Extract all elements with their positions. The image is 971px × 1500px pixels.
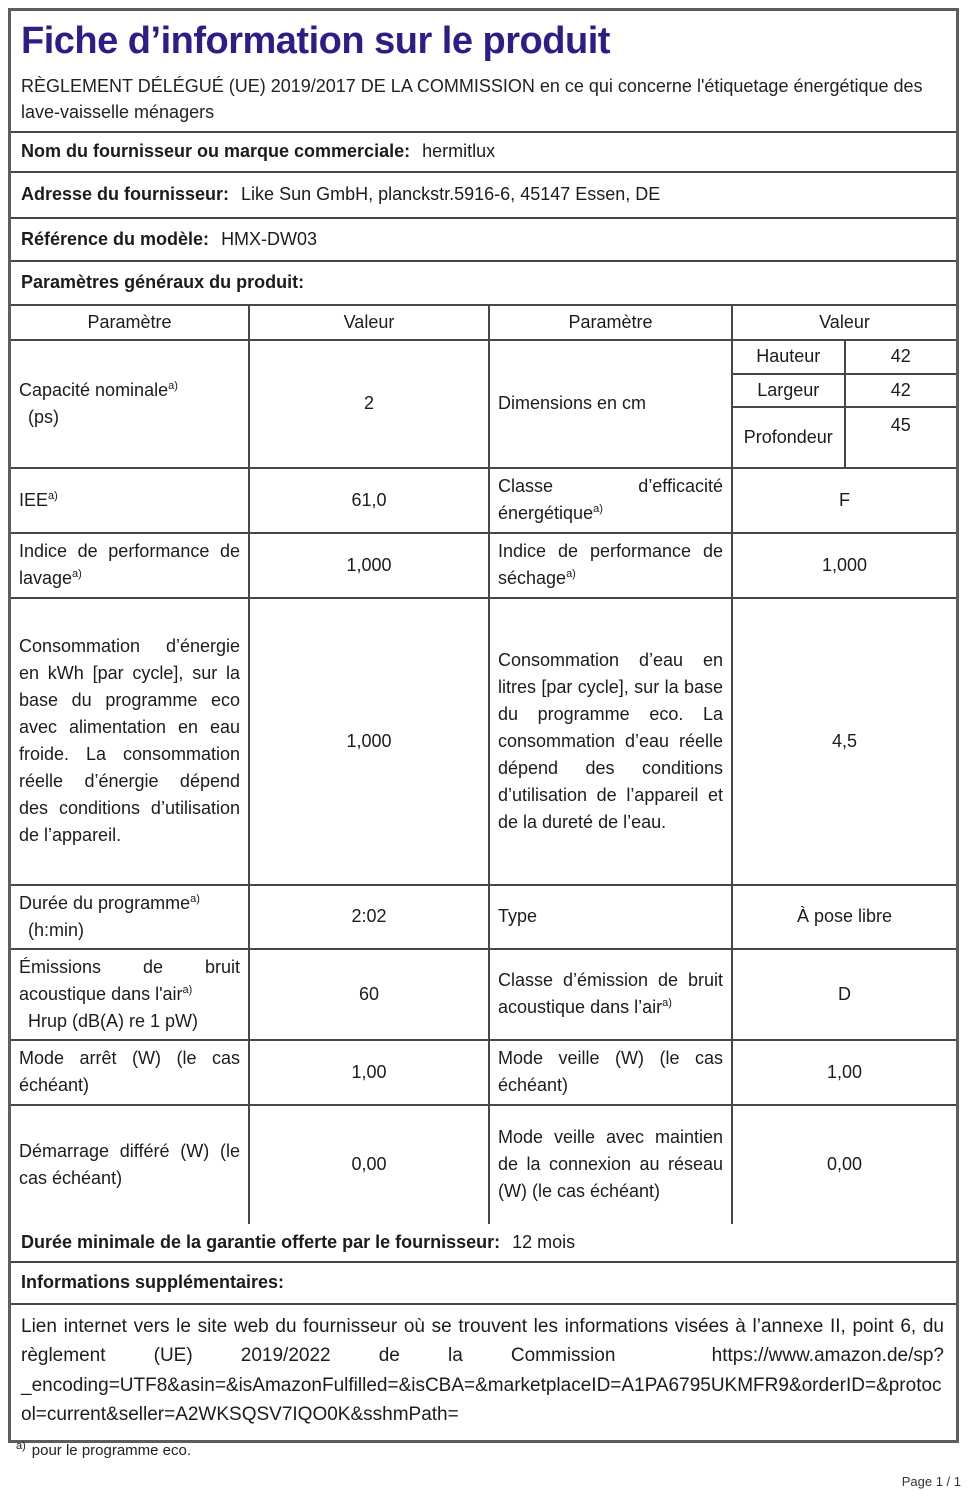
param-label-cell <box>11 1040 249 1105</box>
column-header-valeur-1: Valeur <box>249 306 489 340</box>
param-value-cell: D <box>732 949 956 1040</box>
footnote-marker: a) <box>16 1440 26 1452</box>
column-header-parametre-2: Paramètre <box>489 306 732 340</box>
dimension-row <box>733 407 956 467</box>
model-reference-label: Référence du modèle: <box>21 228 210 249</box>
footnote-ref: a) <box>72 568 82 581</box>
param-label-cell <box>11 1105 249 1224</box>
param-label-cell <box>489 340 732 468</box>
row-iee-energy-class <box>11 468 956 533</box>
param-label-cell <box>489 949 732 1040</box>
dimension-label: Largeur <box>733 374 845 407</box>
param-label: Indice de performance de lavage <box>19 541 240 589</box>
supplier-address-label: Adresse du fournisseur: <box>21 184 230 205</box>
param-label: Durée du programme <box>19 892 191 913</box>
param-label-cell <box>489 468 732 533</box>
param-label-cell <box>11 468 249 533</box>
page-title: Fiche d’information sur le produit <box>21 20 610 62</box>
param-value-cell: 1,000 <box>249 598 489 885</box>
param-label: Dimensions en cm <box>498 393 647 414</box>
param-value-cell: 1,00 <box>249 1040 489 1105</box>
title-block <box>11 11 956 133</box>
param-value-cell: 60 <box>249 949 489 1040</box>
param-label-cell <box>11 885 249 949</box>
param-label-cell <box>11 949 249 1040</box>
param-value-cell: 0,00 <box>249 1105 489 1224</box>
model-reference-row <box>11 219 956 262</box>
param-value-cell: 1,00 <box>732 1040 956 1105</box>
supplier-name-row <box>11 133 956 173</box>
param-label: Mode veille avec maintien de la connexion au réseau (W) (le cas échéant) <box>498 1127 723 1202</box>
param-label: Indice de performance de séchage <box>498 541 723 589</box>
param-label: Classe d’efficacité énergétique <box>498 476 723 524</box>
param-label: Capacité nominale <box>19 379 169 400</box>
param-label: Classe d’émission de bruit acoustique dans l’air <box>498 970 723 1018</box>
dimension-row <box>733 374 956 407</box>
page-number: Page 1 / 1 <box>901 1474 961 1489</box>
dimensions-cell <box>732 340 956 468</box>
dimension-value: 42 <box>845 341 957 374</box>
regulation-subtitle: RÈGLEMENT DÉLÉGUÉ (UE) 2019/2017 DE LA COMMISSION en ce qui concerne l'étiquetage énergétique des lave-vaisselle ménagers <box>21 75 923 122</box>
param-value-cell: 0,00 <box>732 1105 956 1224</box>
general-parameters-header: Paramètres généraux du produit: <box>11 262 956 306</box>
row-duration-type <box>11 885 956 949</box>
param-label: Démarrage différé (W) (le cas échéant) <box>19 1140 240 1188</box>
param-value-cell: F <box>732 468 956 533</box>
row-performance-index <box>11 533 956 598</box>
supplier-name-label: Nom du fournisseur ou marque commerciale: <box>21 141 411 162</box>
row-off-standby-mode <box>11 1040 956 1105</box>
row-delayed-start-network <box>11 1105 956 1224</box>
additional-information-header: Informations supplémentaires: <box>11 1263 956 1305</box>
footnote-ref: a) <box>662 997 672 1010</box>
supplier-website-text: Lien internet vers le site web du fournisseur où se trouvent les informations visées à l’annexe II, point 6, du règlement (UE) 2019/2022 de la Commission https://www.amazon.de/sp?_encoding=UTF8&asin=&isAmazonFulfilled=&isCBA=&marketplaceID=A1PA6795UKMFR9&orderID=&protocol=current&seller=A2WKSQSV7IQO0K&sshmPath= <box>21 1315 950 1426</box>
supplier-address-value: Like Sun GmbH, planckstr.5916-6, 45147 Essen, DE <box>241 184 661 205</box>
param-label: IEE <box>19 489 49 510</box>
footnote-ref: a) <box>182 983 193 996</box>
param-value-cell: 61,0 <box>249 468 489 533</box>
warranty-row <box>11 1224 956 1263</box>
column-header-parametre-1: Paramètre <box>11 306 249 340</box>
param-label: Type <box>498 906 538 927</box>
footnote-ref: a) <box>48 489 58 502</box>
footnote <box>16 1440 191 1463</box>
document-frame <box>8 8 959 1443</box>
param-value-cell: 2 <box>249 340 489 468</box>
param-label-cell <box>11 533 249 598</box>
dimension-value: 45 <box>845 407 957 467</box>
row-noise <box>11 949 956 1040</box>
param-value-cell: 1,000 <box>249 533 489 598</box>
table-header-row <box>11 306 956 340</box>
footnote-ref: a) <box>566 568 576 581</box>
param-label-line2: (ps) <box>28 406 59 427</box>
column-header-valeur-2: Valeur <box>732 306 956 340</box>
param-label-cell <box>489 1040 732 1105</box>
param-label-line2: (h:min) <box>28 919 85 940</box>
param-label: Consommation d’énergie en kWh [par cycle], sur la base du programme eco avec alimentation en eau froide. La consommation réelle d’énergie dépend des conditions d’utilisation de l’appareil. <box>19 636 240 846</box>
param-label-cell <box>489 533 732 598</box>
dimension-value: 42 <box>845 374 957 407</box>
footnote-ref: a) <box>190 892 200 905</box>
param-label-cell <box>489 598 732 885</box>
param-value-cell: 4,5 <box>732 598 956 885</box>
param-label: Consommation d’eau en litres [par cycle], sur la base du programme eco. La consommation d’eau réelle dépend des conditions d’utilisation de l’appareil et de la dureté de l’eau. <box>498 649 723 832</box>
param-value-cell: À pose libre <box>732 885 956 949</box>
supplier-address-row <box>11 173 956 219</box>
dimension-row <box>733 341 956 374</box>
warranty-value: 12 mois <box>512 1231 576 1252</box>
row-capacity-dimensions <box>11 340 956 468</box>
param-label: Mode arrêt (W) (le cas échéant) <box>19 1048 240 1096</box>
footnote-ref: a) <box>593 503 603 516</box>
param-label-cell <box>489 1105 732 1224</box>
param-label: Émissions de bruit acoustique dans l'air <box>19 956 240 1004</box>
dimension-label: Profondeur <box>733 407 845 467</box>
warranty-label: Durée minimale de la garantie offerte par le fournisseur: <box>21 1231 501 1252</box>
dimensions-subtable <box>733 341 956 467</box>
param-label-line2: Hrup (dB(A) re 1 pW) <box>28 1010 199 1031</box>
row-consumption <box>11 598 956 885</box>
param-label-cell <box>11 598 249 885</box>
footnote-text: pour le programme eco. <box>31 1442 192 1459</box>
param-label: Mode veille (W) (le cas échéant) <box>498 1048 723 1096</box>
dimension-label: Hauteur <box>733 341 845 374</box>
footnote-ref: a) <box>168 379 178 392</box>
model-reference-value: HMX-DW03 <box>221 228 318 249</box>
param-label-cell <box>489 885 732 949</box>
param-value-cell: 1,000 <box>732 533 956 598</box>
supplier-name-value: hermitlux <box>422 141 496 162</box>
param-label-cell <box>11 340 249 468</box>
param-value-cell: 2:02 <box>249 885 489 949</box>
parameters-table <box>11 306 956 1224</box>
